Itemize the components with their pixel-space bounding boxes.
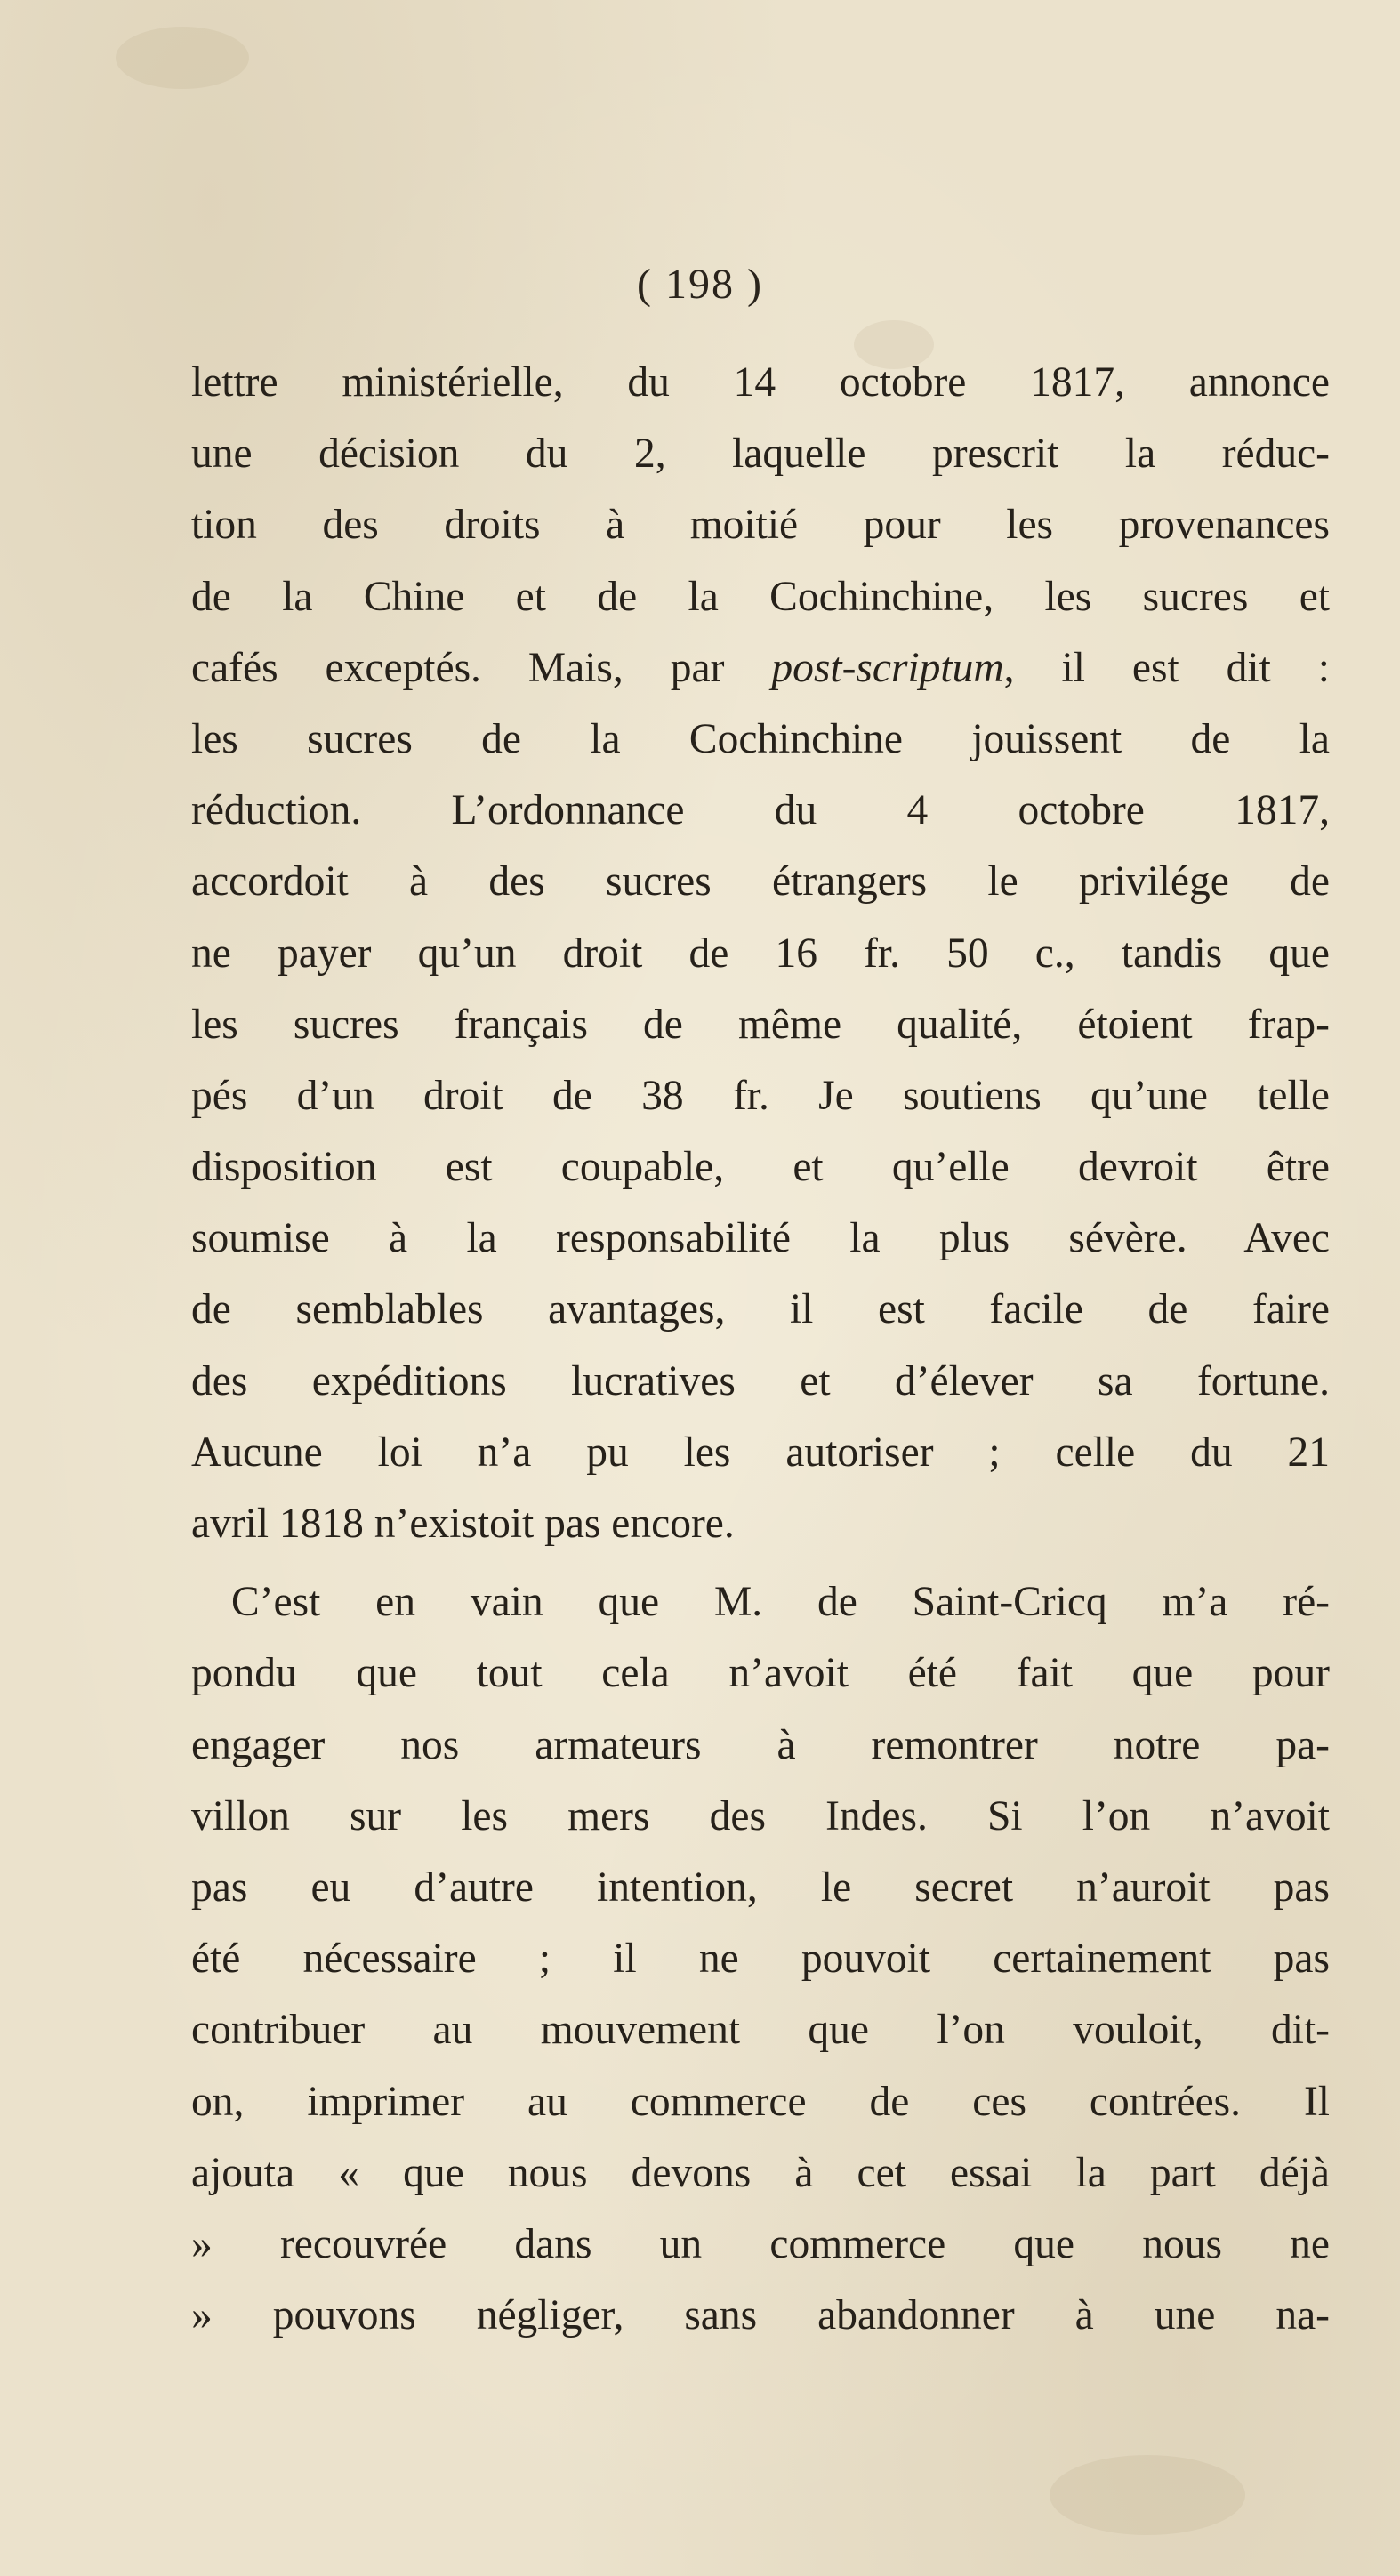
text-line: ne payer qu’un droit de 16 fr. 50 c., tandis que: [191, 930, 1330, 977]
text-line: lettre ministérielle, du 14 octobre 1817, annonce: [191, 359, 1330, 406]
paper-stain: [1050, 2455, 1245, 2535]
text-line: soumise à la responsabilité la plus sévère. Avec: [191, 1215, 1330, 1262]
text-line: réduction. L’ordonnance du 4 octobre 1817,: [191, 787, 1330, 834]
text-line: » recouvrée dans un commerce que nous ne: [191, 2220, 1330, 2267]
paper-stain: [116, 27, 249, 89]
body-text: [191, 347, 1330, 2351]
text-line: contribuer au mouvement que l’on vouloit, dit-: [191, 2007, 1330, 2054]
text-line: Aucune loi n’a pu les autoriser ; celle du 21: [191, 1429, 1330, 1476]
text-span: cafés exceptés. Mais, par: [191, 644, 772, 691]
paragraph-1: [191, 347, 1330, 1559]
text-line: avril 1818 n’existoit pas encore.: [191, 1501, 735, 1547]
text-line: [191, 632, 1330, 704]
text-line: pés d’un droit de 38 fr. Je soutiens qu’une telle: [191, 1072, 1330, 1119]
text-line: » pouvons négliger, sans abandonner à une na-: [191, 2292, 1330, 2339]
text-line: une décision du 2, laquelle prescrit la réduc-: [191, 431, 1330, 478]
paragraph-2: [191, 1566, 1330, 2351]
text-line: des expéditions lucratives et d’élever sa fortune.: [191, 1357, 1330, 1405]
text-line: disposition est coupable, et qu’elle devroit être: [191, 1144, 1330, 1191]
text-line: de la Chine et de la Cochinchine, les sucres et: [191, 573, 1330, 620]
text-line: accordoit à des sucres étrangers le privilége de: [191, 858, 1330, 906]
text-line: les sucres de la Cochinchine jouissent de la: [191, 715, 1330, 762]
text-line: tion des droits à moitié pour les provenances: [191, 502, 1330, 549]
text-span: , il est dit :: [1003, 644, 1330, 691]
text-line: on, imprimer au commerce de ces contrées. Il: [191, 2078, 1330, 2125]
text-line: pas eu d’autre intention, le secret n’auroit pas: [191, 1864, 1330, 1911]
text-line: pondu que tout cela n’avoit été fait que pour: [191, 1650, 1330, 1697]
text-line: engager nos armateurs à remontrer notre pa-: [191, 1721, 1330, 1768]
text-line: les sucres français de même qualité, étoient frap-: [191, 1001, 1330, 1048]
text-line: de semblables avantages, il est facile de faire: [191, 1286, 1330, 1333]
text-line: C’est en vain que M. de Saint-Cricq m’a ré-: [231, 1579, 1330, 1626]
text-line: ajouta « que nous devons à cet essai la part déjà: [191, 2149, 1330, 2196]
italic-term: post-scriptum: [771, 644, 1004, 691]
page-number: ( 198 ): [637, 261, 763, 308]
text-line: été nécessaire ; il ne pouvoit certainement pas: [191, 1936, 1330, 1983]
text-line: villon sur les mers des Indes. Si l’on n’avoit: [191, 1792, 1330, 1839]
